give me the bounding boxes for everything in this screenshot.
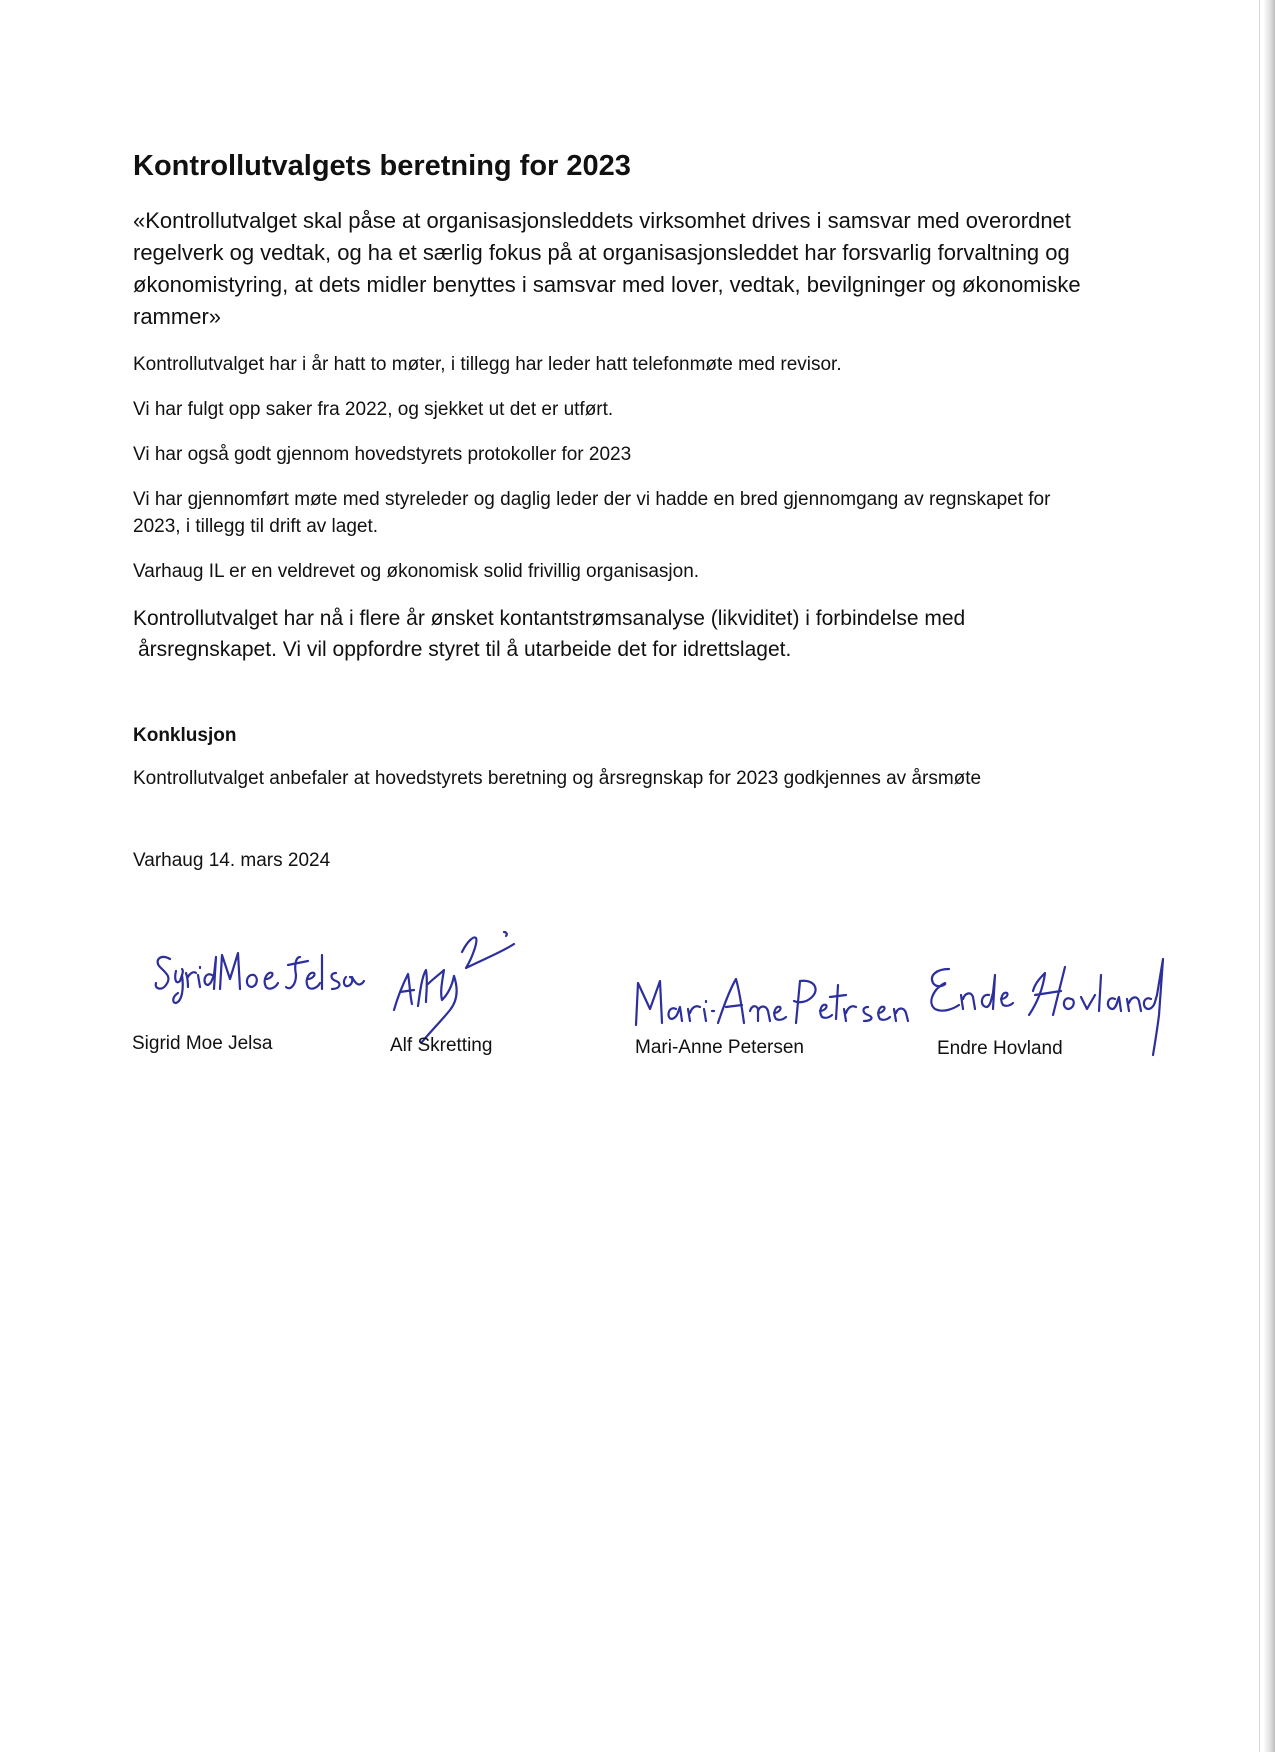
document-title: Kontrollutvalgets beretning for 2023 (133, 150, 631, 182)
signatory-name-sigrid: Sigrid Moe Jelsa (132, 1033, 273, 1054)
paragraph-protocols: Vi har også godt gjennom hovedstyrets protokoller for 2023 (133, 444, 632, 465)
place-date: Varhaug 14. mars 2024 (133, 850, 331, 871)
document-body (133, 150, 1093, 874)
signatory-name-endre: Endre Hovland (937, 1038, 1063, 1059)
signatory-name-mari-anne: Mari-Anne Petersen (635, 1037, 804, 1058)
signatory-name-alf: Alf Skretting (390, 1035, 493, 1056)
scan-edge-shadow (1263, 0, 1275, 1752)
paragraph-review: Vi har gjennomført møte med styreleder og daglig leder der vi hadde en bred gjennomgang av regnskapet for 2023, i tillegg til drift av laget. (133, 489, 1051, 537)
paragraph-assessment: Varhaug IL er en veldrevet og økonomisk solid frivillig organisasjon. (133, 561, 700, 582)
paragraph-cashflow: Kontrollutvalget har nå i flere år ønsket kontantstrømsanalyse (likviditet) i forbindelse med årsregnskapet. Vi vil oppfordre styret til å utarbeide det for idrettslaget. (133, 607, 966, 661)
handwritten-signature-mari-anne (632, 975, 902, 1035)
handwritten-signature-alf (392, 930, 522, 1050)
conclusion-text: Kontrollutvalget anbefaler at hovedstyrets beretning og årsregnskap for 2023 godkjennes av årsmøte (133, 768, 982, 789)
conclusion-heading: Konklusjon (133, 725, 237, 746)
paragraph-meetings: Kontrollutvalget har i år hatt to møter, i tillegg har leder hatt telefonmøte med revisor. (133, 354, 842, 375)
handwritten-signature-endre (925, 955, 1175, 1065)
mandate-quote: «Kontrollutvalget skal påse at organisasjonsleddets virksomhet drives i samsvar med overordnet regelverk og vedtak, og ha et særlig fokus på at organisasjonsleddet har forsvarlig forvaltning og økonomistyring, at dets midler benyttes i samsvar med lover, vedtak, bevilgninger og økonomiske rammer» (133, 208, 1081, 329)
paragraph-followup: Vi har fulgt opp saker fra 2022, og sjekket ut det er utført. (133, 399, 614, 420)
scan-edge-line (1259, 0, 1260, 1752)
handwritten-signature-sigrid (150, 945, 360, 1015)
